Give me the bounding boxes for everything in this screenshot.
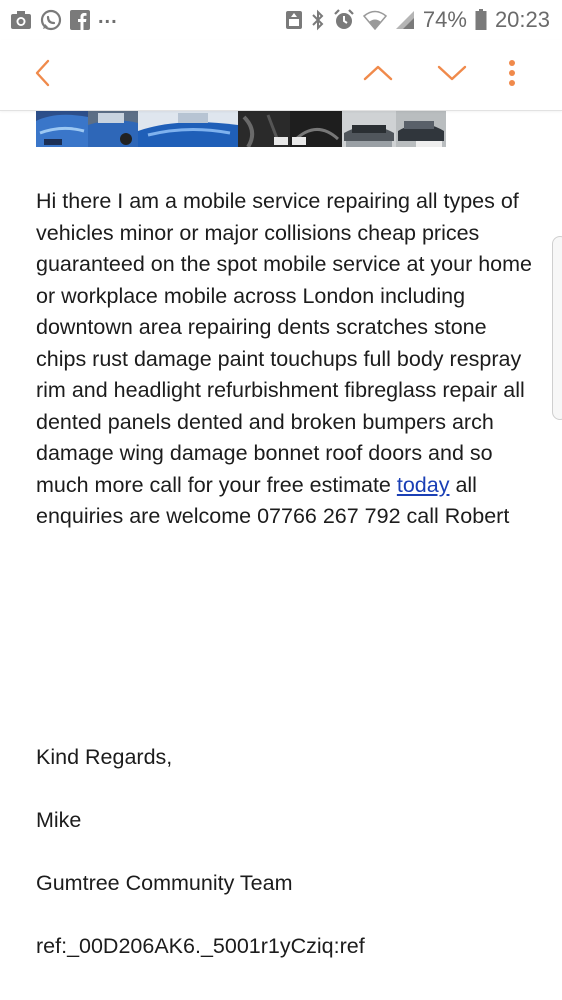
notification-overflow: ... [98, 5, 118, 28]
scroll-handle[interactable] [552, 236, 562, 420]
car-photo-blue-panel [138, 111, 238, 147]
email-body [36, 186, 536, 533]
car-photo-blue-bumper [36, 111, 88, 147]
photo-icon [10, 10, 32, 30]
embedded-image-strip[interactable] [36, 111, 446, 147]
next-email-button[interactable] [430, 40, 474, 110]
car-photo-silver-front [342, 111, 396, 147]
clock: 20:23 [494, 7, 550, 32]
car-photo-dark-after [396, 111, 446, 147]
battery-percent: 74% [422, 7, 467, 32]
bluetooth-icon [311, 9, 325, 31]
email-body-text-contact: all enquiries are welcome 07766 267 792 call Robert [36, 472, 510, 528]
signature-regards: Kind Regards, [36, 745, 173, 769]
status-left [10, 5, 118, 31]
vertical-dots-icon [508, 59, 516, 92]
battery-icon [475, 9, 487, 31]
chevron-left-icon [34, 59, 50, 92]
signature-team: Gumtree Community Team [36, 871, 293, 895]
save-icon [285, 10, 303, 30]
email-body-text: Hi there I am a mobile service repairing all types of vehicles minor or major collisions cheap prices guaranteed on the spot mobile service at your home or workplace mobile across London including downtown area repairing dents scratches stone chips rust damage paint touchups full body respray rim and headlight refurbishment fibreglass repair all dented panels dented and broken bumpers arch damage wing damage bonnet roof doors and so much more call for your free estimate [36, 189, 532, 497]
wifi-icon [363, 10, 387, 30]
car-photo-black-after [290, 111, 342, 147]
status-bar [0, 0, 562, 40]
chevron-down-icon [437, 64, 467, 87]
whatsapp-icon [40, 9, 62, 31]
email-toolbar [0, 40, 562, 111]
car-photo-blue-side [88, 111, 138, 147]
car-photo-black-before [238, 111, 290, 147]
previous-email-button[interactable] [356, 40, 400, 110]
status-right [285, 7, 550, 33]
chevron-up-icon [363, 64, 393, 87]
back-button[interactable] [22, 40, 62, 110]
more-options-button[interactable] [496, 40, 528, 110]
signature-name: Mike [36, 808, 82, 832]
reference-code: ref:_00D206AK6._5001r1yCziq:ref [36, 934, 365, 958]
signal-icon [395, 10, 415, 30]
today-link[interactable]: today [396, 472, 450, 497]
facebook-icon [70, 10, 90, 30]
alarm-icon [333, 9, 355, 31]
